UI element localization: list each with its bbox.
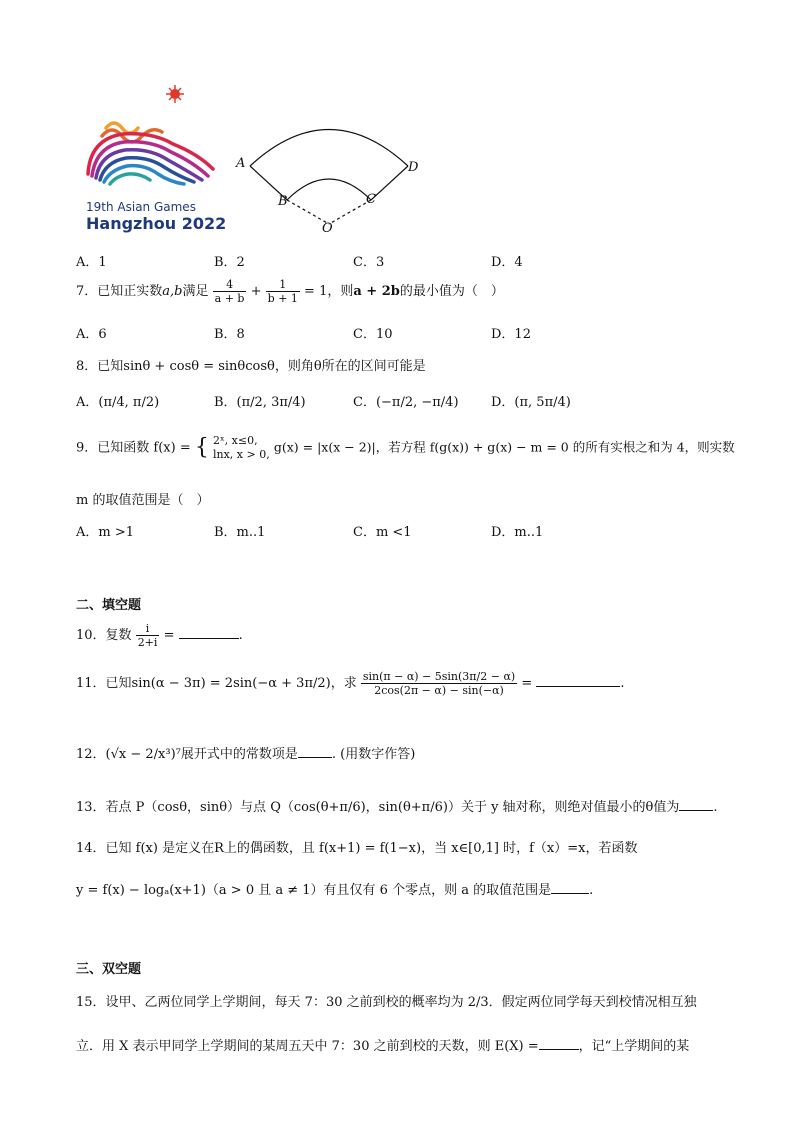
q7-fraction-2 [266,278,300,305]
q9-line2: m 的取值范围是（ ） [76,493,210,508]
q13-stem [76,796,718,815]
q14-line2-text: y = f(x) − logₐ(x+1)（a > 0 且 a ≠ 1）有且仅有 6 个零点，则 a 的取值范围是 [76,883,552,898]
q9-option-b[interactable]: B．m..1 [214,525,266,540]
q9-option-c[interactable]: C．m <1 [353,525,412,540]
q7-f2-num: 1 [266,278,300,292]
q7-option-c[interactable]: C．10 [353,327,393,342]
logo-line1: 19th Asian Games [86,200,196,214]
q13-tail: . [713,800,718,815]
q6-option-c[interactable]: C．3 [353,255,385,270]
q11-stem: 11．已知sin(α − 3π) = 2sin(−α + 3π/2)，求 $\frac{\sin(\pi - \alpha) - 5\sin(3\pi/2 - \alpha)}{2\cos(2\pi - \alpha) - \sin(-\alpha)}$ = . [76,670,625,697]
q11-answer-blank[interactable] [536,674,620,687]
q15-line2b: ，记“上学期间的某 [578,1039,690,1054]
label-a: A [236,156,246,171]
q7-mid: 满足 [182,284,209,299]
q12-post: 展开式中的常数项是 [180,747,298,762]
q10-post: = [163,628,175,643]
q8-option-d[interactable]: D．(π, 5π/4) [491,395,571,410]
q7-expr: a + 2b [353,284,400,299]
q13-answer-blank[interactable] [679,798,713,811]
q13-text: 13．若点 P（cosθ，sinθ）与点 Q（cos(θ+π/6)，sin(θ+π/6)）关于 y 轴对称，则绝对值最小的θ值为 [76,800,680,815]
q9-option-d[interactable]: D．m..1 [491,525,544,540]
q10-fraction [136,622,160,649]
q8-option-b[interactable]: B．(π/2, 3π/4) [214,395,306,410]
q12-pre: 12． [76,747,106,762]
q15-line2-text: 立．用 X 表示甲同学上学期间的某周五天中 7：30 之前到校的天数，则 E(X) = [76,1039,539,1054]
q9-mid: g(x) = |x(x − 2)|，若方程 f(g(x)) + g(x) − m = 0 的所有实根之和为 4，则实数 [273,439,735,455]
q9-stem [76,434,735,462]
q12-answer-blank[interactable] [298,745,332,758]
q9-case-2: lnx, x > 0, [213,448,270,461]
q7-f1-den: a + b [214,292,245,305]
q15-answer-blank[interactable] [539,1037,579,1050]
asian-games-logo [78,84,228,234]
q10-answer-blank[interactable] [179,626,239,639]
q7-option-a[interactable]: A．6 [76,327,107,342]
q7-eq: = 1，则 [304,284,354,299]
label-d: D [408,160,419,175]
section-double-blank-title: 三、双空题 [76,962,142,977]
q10-stem: 10．复数 $\frac{i}{2+i}$ = . [76,622,243,649]
q8-option-c[interactable]: C．(−π/2, −π/4) [353,395,459,410]
q8-stem: 8．已知sinθ + cosθ = sinθcosθ，则角θ所在的区间可能是 [76,359,426,374]
q12-tail: . (用数字作答) [331,747,416,762]
q7-stem [76,278,504,305]
q8-option-a[interactable]: A．(π/4, π/2) [76,395,160,410]
q9-pre: 9．已知函数 f(x) = [76,440,191,456]
q7-option-b[interactable]: B．8 [214,327,245,342]
q7-pre: 7．已知正实数 [76,284,163,299]
q11-den: 2cos(2π − α) − sin(−α) [374,684,504,697]
q7-post: 的最小值为（ ） [399,284,504,299]
q6-option-a[interactable]: A．1 [76,255,107,270]
q14-line1: 14．已知 f(x) 是定义在R上的偶函数，且 f(x+1) = f(1−x)，当 x∈[0,1] 时，f（x）=x，若函数 [76,841,638,856]
label-c: C [366,192,376,207]
logo-emblem-icon [78,84,228,204]
q11-pre: 11．已知sin(α − 3π) = 2sin(−α + 3π/2)，求 [76,676,357,691]
q7-f2-den: b + 1 [267,292,298,305]
q14-answer-blank[interactable] [551,881,589,894]
q7-fraction-1 [213,278,247,305]
q15-line2 [76,1035,689,1054]
q12-stem [76,743,415,762]
q14-tail: . [589,883,594,898]
q10-den: 2+i [137,636,158,649]
logo-line2: Hangzhou 2022 [86,214,227,233]
section-fill-in-title: 二、填空题 [76,598,142,613]
sector-diagram [232,118,432,240]
q7-f1-num: 4 [213,278,247,292]
q11-num: sin(π − α) − 5sin(3π/2 − α) [362,670,516,683]
q7-option-d[interactable]: D．12 [491,327,531,342]
q10-pre: 10．复数 [76,628,132,643]
q12-expr: (√x − 2/x³)⁷ [105,747,181,762]
q9-case-1: 2ˣ, x≤0, [213,434,258,447]
q7-vars: a,b [162,284,183,299]
q7-plus: + [250,284,262,299]
q10-num: i [136,622,160,636]
q9-brace: { [194,435,209,460]
label-b: B [278,194,288,209]
q6-option-b[interactable]: B．2 [214,255,245,270]
q11-fraction [361,670,517,697]
q14-line2 [76,879,593,898]
q11-post: = [521,676,533,691]
q15-line1: 15．设甲、乙两位同学上学期间，每天 7：30 之前到校的概率均为 2/3．假定两位同学每天到校情况相互独 [76,995,697,1010]
q6-option-d[interactable]: D．4 [491,255,523,270]
label-o: O [322,221,333,236]
q9-cases [213,434,270,462]
q9-option-a[interactable]: A．m >1 [76,525,135,540]
